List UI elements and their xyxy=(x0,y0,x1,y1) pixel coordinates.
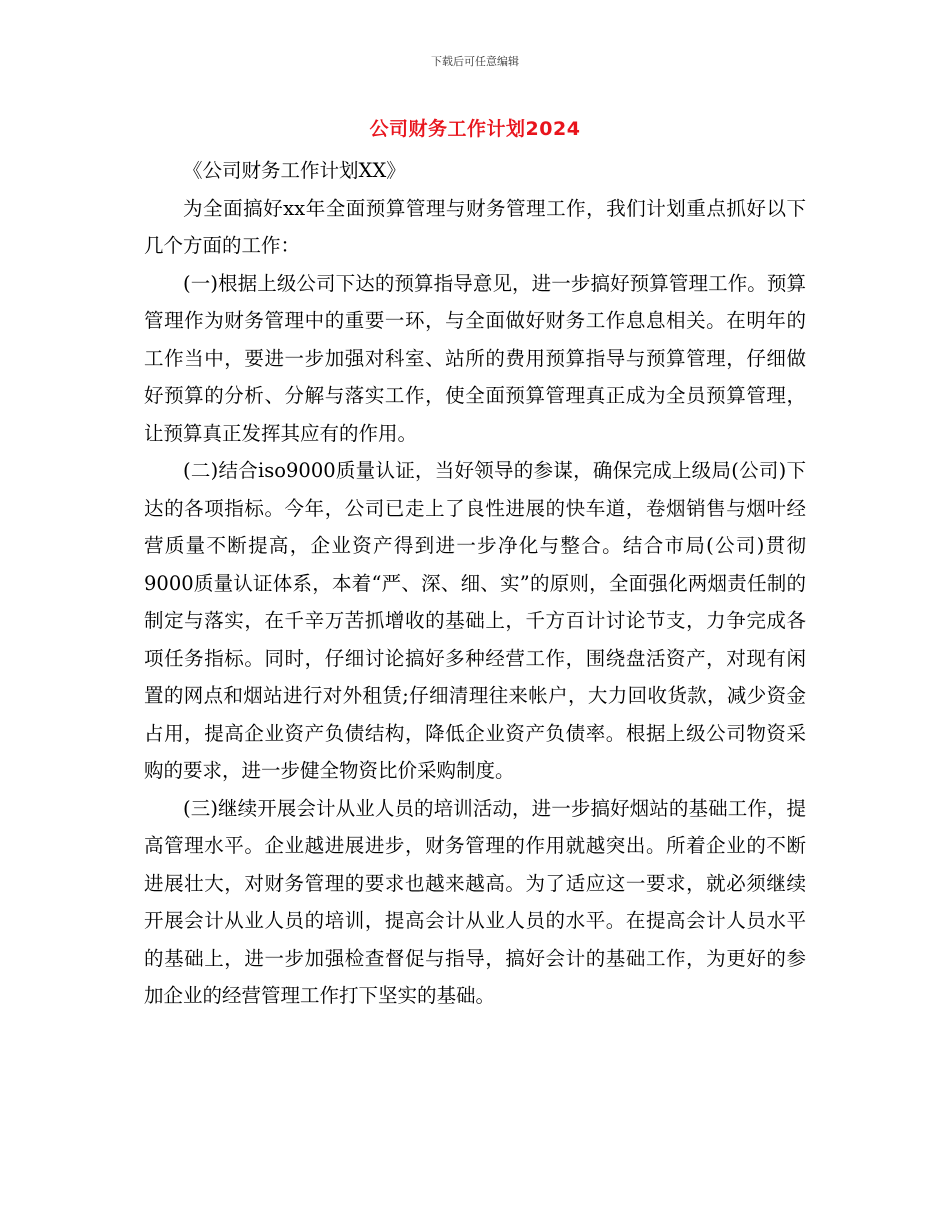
header-note: 下载后可任意编辑 xyxy=(431,55,519,68)
document-title: 公司财务工作计划2024 xyxy=(369,118,581,140)
section-one-paragraph: (一)根据上级公司下达的预算指导意见，进一步搞好预算管理工作。预算管理作为财务管理中的重要一环，与全面做好财务工作息息相关。在明年的工作当中，要进一步加强对科室、站所的费用预算指导与预算管理，仔细做好预算的分析、分解与落实工作，使全面预算管理真正成为全员预算管理，让预算真正发挥其应有的作用。 xyxy=(144,271,806,445)
section-two-paragraph: (二)结合iso9000质量认证，当好领导的参谋，确保完成上级局(公司)下达的各项指标。今年，公司已走上了良性进展的快车道，卷烟销售与烟叶经营质量不断提高，企业资产得到进一步净化与整合。结合市局(公司)贯彻9000质量认证体系，本着“严、深、细、实”的原则，全面强化两烟责任制的制定与落实，在千辛万苦抓增收的基础上，千方百计讨论节支，力争完成各项任务指标。同时，仔细讨论搞好多种经营工作，围绕盘活资产，对现有闲置的网点和烟站进行对外租赁;仔细清理往来帐户，大力回收货款，减少资金占用，提高企业资产负债结构，降低企业资产负债率。根据上级公司物资采购的要求，进一步健全物资比价采购制度。 xyxy=(144,459,806,782)
intro-paragraph: 为全面搞好xx年全面预算管理与财务管理工作，我们计划重点抓好以下几个方面的工作： xyxy=(144,196,806,257)
subtitle-paragraph: 《公司财务工作计划XX》 xyxy=(183,159,406,182)
document-body xyxy=(144,152,806,1015)
section-three-paragraph: (三)继续开展会计从业人员的培训活动，进一步搞好烟站的基础工作，提高管理水平。企业越进展进步，财务管理的作用就越突出。所着企业的不断进展壮大，对财务管理的要求也越来越高。为了适应这一要求，就必须继续开展会计从业人员的培训，提高会计从业人员的水平。在提高会计人员水平的基础上，进一步加强检查督促与指导，搞好会计的基础工作，为更好的参加企业的经营管理工作打下坚实的基础。 xyxy=(144,796,806,1007)
